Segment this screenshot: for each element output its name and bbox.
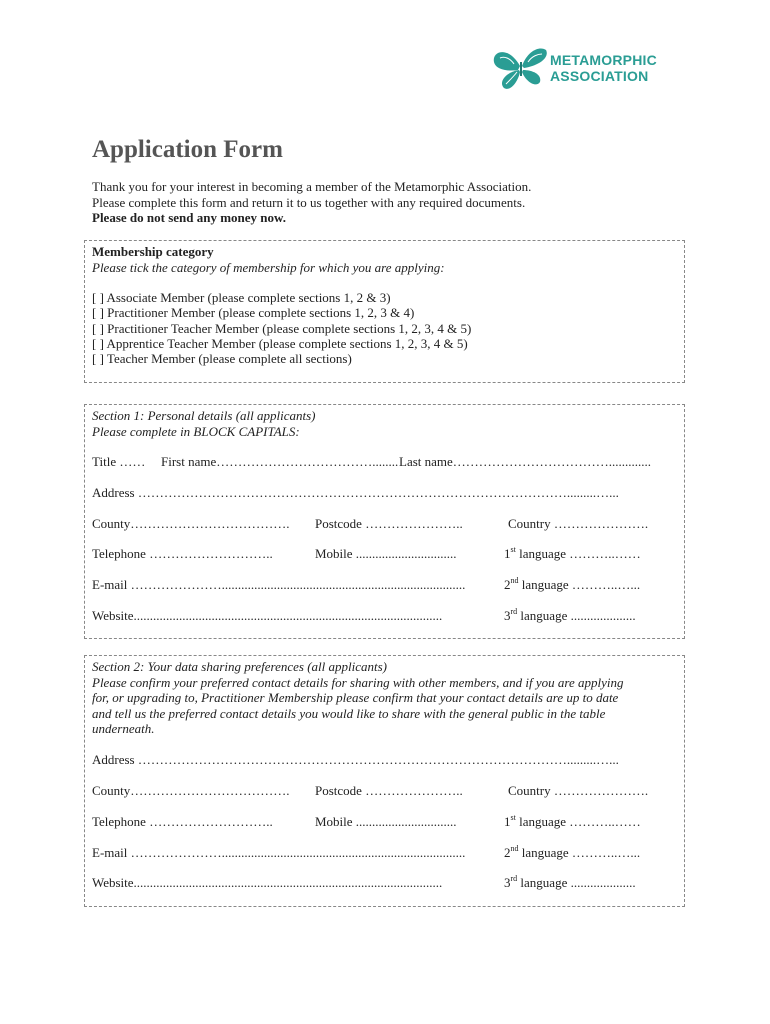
share-address-field[interactable]: Address ……………………………………………………………………………………….........…...	[92, 752, 619, 767]
membership-category-box	[84, 240, 685, 383]
first-language-field[interactable]: 1st language ………..……	[504, 545, 641, 561]
logo-text	[550, 52, 657, 84]
share-postcode-field[interactable]: Postcode …………………..	[315, 783, 463, 798]
membership-heading: Membership category	[92, 244, 214, 259]
share-website-field[interactable]: Website...............................................................................................	[92, 875, 443, 890]
logo-line-1: METAMORPHIC	[550, 52, 657, 68]
second-language-field[interactable]: 2nd language ………..…...	[504, 576, 641, 592]
email-field[interactable]: E-mail …………………...........................................................................	[92, 577, 466, 592]
page-title: Application Form	[92, 136, 283, 163]
section-2-instruction-4: underneath.	[92, 721, 155, 736]
county-field[interactable]: County……………………………….	[92, 516, 290, 531]
country-field[interactable]: Country ………………….	[508, 516, 649, 531]
first-name-field[interactable]: First name………………………………........	[161, 454, 399, 469]
section-1-instruction: Please complete in BLOCK CAPITALS:	[92, 423, 300, 439]
share-third-language-field[interactable]: 3rd language ....................	[504, 874, 636, 890]
section-2-box	[84, 655, 685, 907]
membership-option-apprentice-teacher[interactable]: [ ] Apprentice Teacher Member (please complete sections 1, 2, 3, 4 & 5)	[92, 335, 468, 351]
intro-line-1: Thank you for your interest in becoming a member of the Metamorphic Association.	[92, 179, 532, 194]
section-2-instruction-1: Please confirm your preferred contact details for sharing with other members, and if you are applying	[92, 674, 624, 690]
last-name-field[interactable]: Last name……………………………….............	[399, 454, 652, 469]
section-1-box	[84, 404, 685, 639]
intro-line-3: Please do not send any money now.	[92, 210, 286, 225]
association-logo	[492, 44, 692, 92]
mobile-field[interactable]: Mobile ...............................	[315, 546, 457, 561]
membership-options	[85, 290, 684, 366]
membership-option-associate[interactable]: [ ] Associate Member (please complete sections 1, 2 & 3)	[92, 290, 391, 305]
membership-instruction: Please tick the category of membership for which you are applying:	[92, 259, 445, 275]
membership-option-practitioner-teacher[interactable]: [ ] Practitioner Teacher Member (please complete sections 1, 2, 3, 4 & 5)	[92, 320, 472, 336]
membership-option-teacher[interactable]: [ ] Teacher Member (please complete all sections)	[92, 351, 352, 367]
intro-line-2: Please complete this form and return it to us together with any required documents.	[92, 194, 526, 210]
website-field[interactable]: Website...............................................................................................	[92, 608, 443, 623]
share-county-field[interactable]: County……………………………….	[92, 783, 290, 798]
share-first-language-field[interactable]: 1st language ………..……	[504, 813, 641, 829]
logo-line-2: ASSOCIATION	[550, 68, 649, 84]
share-mobile-field[interactable]: Mobile ...............................	[315, 814, 457, 829]
third-language-field[interactable]: 3rd language ....................	[504, 607, 636, 623]
title-field[interactable]: Title ……	[92, 454, 146, 469]
share-second-language-field[interactable]: 2nd language ………..…...	[504, 844, 641, 860]
intro-text	[92, 179, 692, 226]
section-2-heading: Section 2: Your data sharing preferences (all applicants)	[92, 659, 388, 674]
section-1-heading: Section 1: Personal details (all applicants)	[92, 408, 316, 423]
share-country-field[interactable]: Country ………………….	[508, 783, 649, 798]
postcode-field[interactable]: Postcode …………………..	[315, 516, 463, 531]
butterfly-icon	[492, 44, 548, 92]
address-field[interactable]: Address ……………………………………………………………………………………….........…...	[92, 485, 619, 500]
share-email-field[interactable]: E-mail …………………...........................................................................	[92, 845, 466, 860]
telephone-field[interactable]: Telephone ………………………..	[92, 546, 273, 561]
membership-option-practitioner[interactable]: [ ] Practitioner Member (please complete sections 1, 2, 3 & 4)	[92, 305, 415, 321]
section-2-instruction-3: and tell us the preferred contact details you would like to share with the general public in the table	[92, 705, 606, 721]
share-telephone-field[interactable]: Telephone ………………………..	[92, 814, 273, 829]
section-2-instruction-2: for, or upgrading to, Practitioner Membership please confirm that your contact details are up to date	[92, 690, 619, 705]
